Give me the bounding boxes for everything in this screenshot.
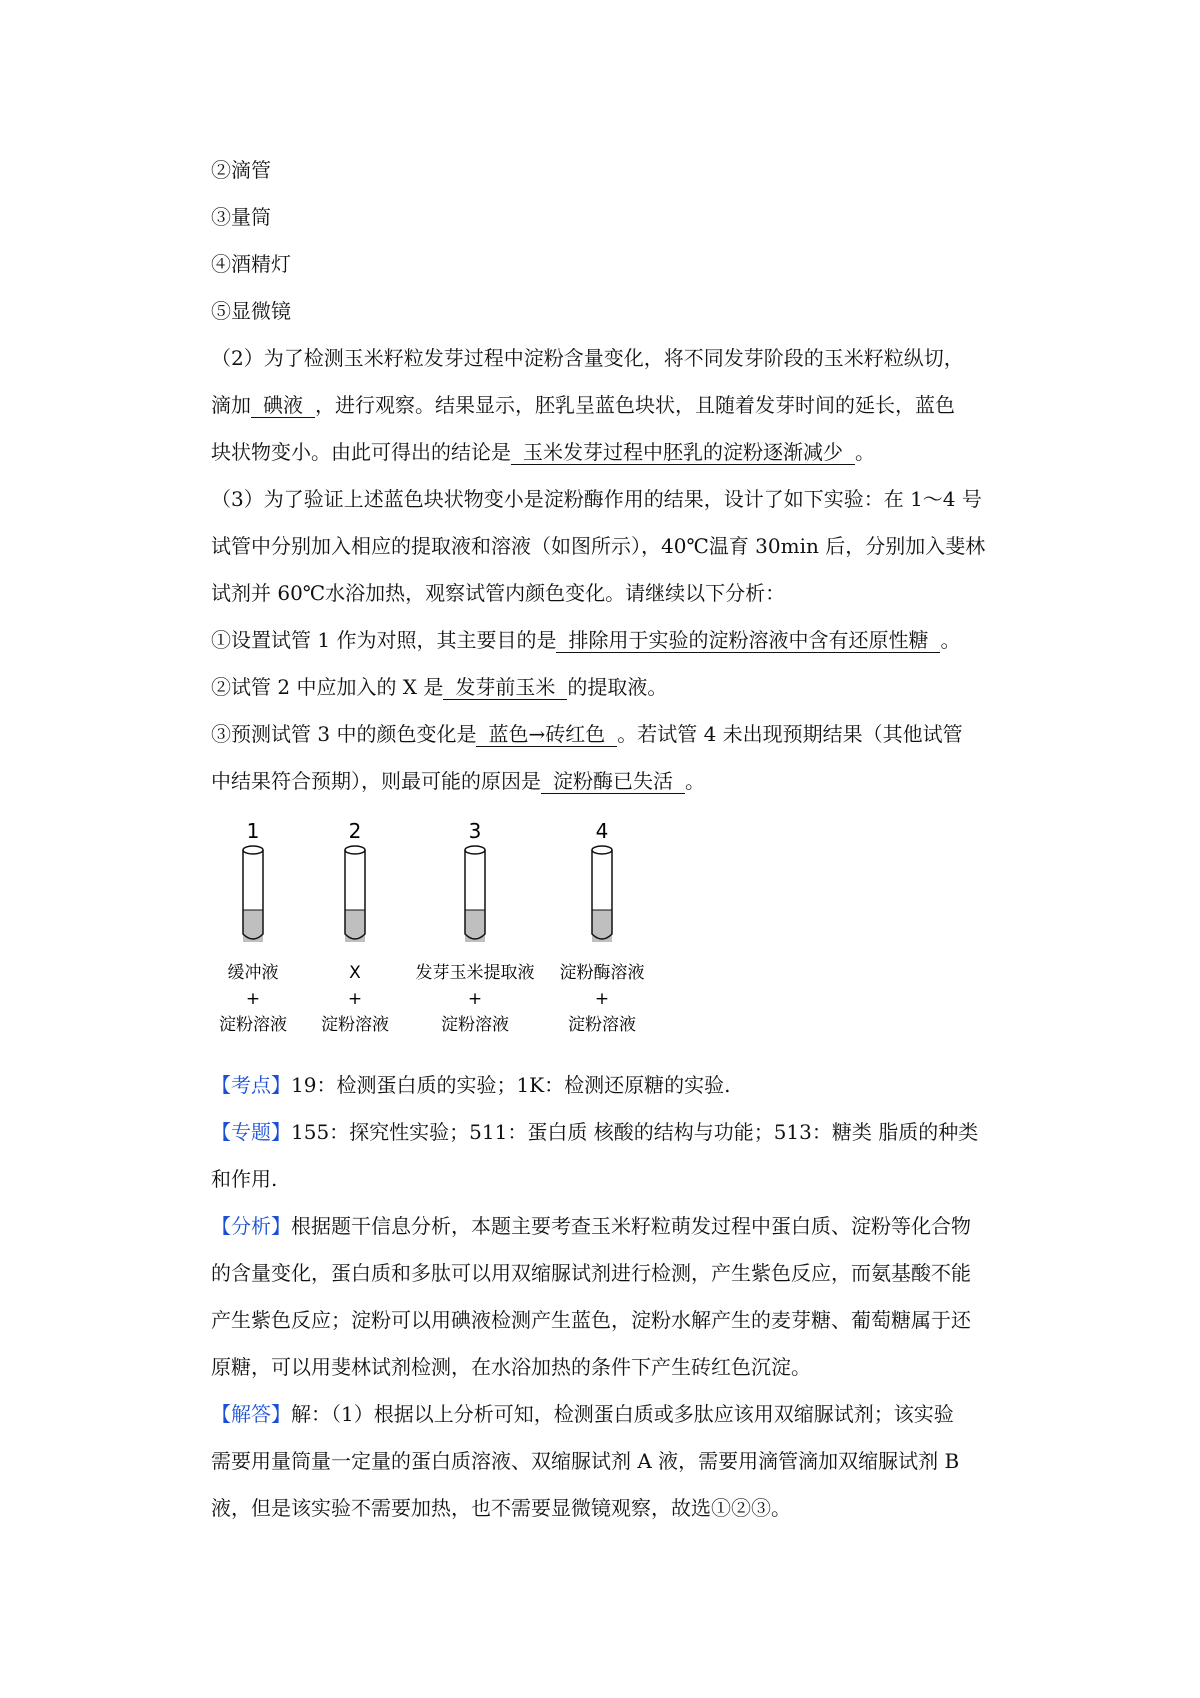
- fenxi-line: 原糖，可以用斐林试剂检测，在水浴加热的条件下产生砖红色沉淀。: [211, 1355, 811, 1379]
- q2-line: （2）为了检测玉米籽粒发芽过程中淀粉含量变化，将不同发芽阶段的玉米籽粒纵切，: [211, 346, 964, 370]
- answer-blank: 排除用于实验的淀粉溶液中含有还原性糖: [556, 628, 940, 653]
- q3-subitem: ①设置试管 1 作为对照，其主要目的是 排除用于实验的淀粉溶液中含有还原性糖 。: [211, 628, 961, 652]
- tube-top-label: 淀粉酶溶液: [559, 963, 645, 983]
- fenxi-line: 的含量变化，蛋白质和多肽可以用双缩脲试剂进行检测，产生紫色反应，而氨基酸不能: [211, 1261, 971, 1285]
- tube-bottom-label: 淀粉溶液: [441, 1015, 509, 1035]
- answer-blank: 发芽前玉米: [443, 675, 567, 700]
- jieda-section: 【解答】解：（1）根据以上分析可知，检测蛋白质或多肽应该用双缩脲试剂；该实验: [211, 1402, 954, 1426]
- q3-line: 试剂并 60℃水浴加热，观察试管内颜色变化。请继续以下分析：: [211, 581, 786, 605]
- answer-blank: 玉米发芽过程中胚乳的淀粉逐渐减少: [511, 440, 855, 465]
- tube-bottom-label: 淀粉溶液: [219, 1015, 287, 1035]
- q2-line: 块状物变小。由此可得出的结论是 玉米发芽过程中胚乳的淀粉逐渐减少 。: [211, 440, 875, 464]
- q3-line: （3）为了验证上述蓝色块状物变小是淀粉酶作用的结果，设计了如下实验：在 1～4 号: [211, 487, 982, 511]
- zhuanti-line: 和作用.: [211, 1167, 278, 1191]
- answer-blank: 蓝色→砖红色: [476, 722, 617, 747]
- tube-top-label: 发芽玉米提取液: [415, 963, 535, 983]
- equipment-item: ④酒精灯: [211, 252, 291, 276]
- test-tube-3: [416, 819, 535, 1035]
- equipment-item: ③量筒: [211, 205, 271, 229]
- equipment-item: ②滴管: [211, 158, 271, 182]
- q2-line: 滴加 碘液 ，进行观察。结果显示，胚乳呈蓝色块状，且随着发芽时间的延长，蓝色: [211, 393, 955, 417]
- tube-number: 1: [246, 819, 260, 843]
- kaodian-section: 【考点】19：检测蛋白质的实验；1K：检测还原糖的实验.: [211, 1073, 731, 1097]
- test-tube-figure: [205, 818, 725, 1058]
- tube-number: 3: [468, 819, 482, 843]
- tube-plus: +: [594, 989, 610, 1009]
- answer-blank: 淀粉酶已失活: [541, 769, 685, 794]
- zhuanti-tag: 【专题】: [211, 1120, 291, 1144]
- q3-subitem: ②试管 2 中应加入的 X 是 发芽前玉米 的提取液。: [211, 675, 668, 699]
- test-tube-1: [219, 819, 287, 1035]
- tube-top-label: 缓冲液: [227, 963, 279, 983]
- test-tube-4: [560, 819, 645, 1035]
- tube-bottom-label: 淀粉溶液: [568, 1015, 636, 1035]
- tube-top-label: X: [349, 963, 361, 983]
- jieda-tag: 【解答】: [211, 1402, 291, 1426]
- tube-number: 4: [595, 819, 609, 843]
- tube-bottom-label: 淀粉溶液: [321, 1015, 389, 1035]
- tube-plus: +: [347, 989, 363, 1009]
- tube-plus: +: [245, 989, 261, 1009]
- kaodian-tag: 【考点】: [211, 1073, 291, 1097]
- jieda-line: 液，但是该实验不需要加热，也不需要显微镜观察，故选①②③。: [211, 1496, 791, 1520]
- fenxi-section: 【分析】根据题干信息分析，本题主要考查玉米籽粒萌发过程中蛋白质、淀粉等化合物: [211, 1214, 971, 1238]
- q3-line: 试管中分别加入相应的提取液和溶液（如图所示），40℃温育 30min 后，分别加入斐林: [211, 534, 986, 558]
- equipment-item: ⑤显微镜: [211, 299, 291, 323]
- zhuanti-section: 【专题】155：探究性实验；511：蛋白质 核酸的结构与功能；513：糖类 脂质的种类: [211, 1120, 979, 1144]
- tube-plus: +: [467, 989, 483, 1009]
- fenxi-tag: 【分析】: [211, 1214, 291, 1238]
- q3-subitem: 中结果符合预期），则最可能的原因是 淀粉酶已失活 。: [211, 769, 705, 793]
- q3-subitem: ③预测试管 3 中的颜色变化是 蓝色→砖红色 。若试管 4 未出现预期结果（其他试管: [211, 722, 963, 746]
- jieda-line: 需要用量筒量一定量的蛋白质溶液、双缩脲试剂 A 液，需要用滴管滴加双缩脲试剂 B: [211, 1449, 960, 1473]
- tube-number: 2: [348, 819, 362, 843]
- test-tube-2: [321, 819, 389, 1035]
- fenxi-line: 产生紫色反应；淀粉可以用碘液检测产生蓝色，淀粉水解产生的麦芽糖、葡萄糖属于还: [211, 1308, 971, 1332]
- answer-blank: 碘液: [251, 393, 315, 418]
